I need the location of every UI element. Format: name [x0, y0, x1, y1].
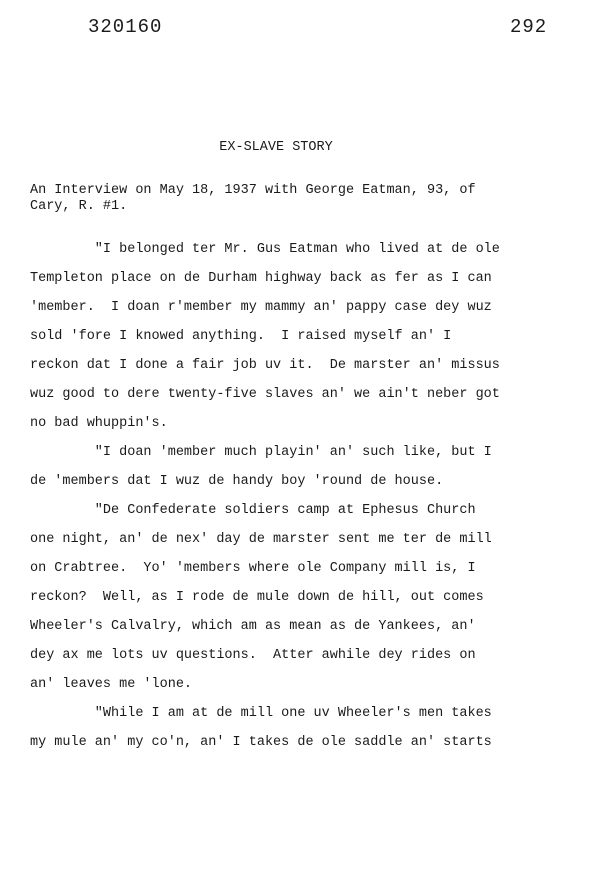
- text-line: 'member. I doan r'member my mammy an' pappy case dey wuz: [30, 300, 492, 315]
- text-line: Templeton place on de Durham highway back as fer as I can: [30, 271, 492, 286]
- text-line: An Interview on May 18, 1937 with George Eatman, 93, of: [30, 183, 476, 198]
- text-line: reckon dat I done a fair job uv it. De marster an' missus: [30, 358, 500, 373]
- text-line: dey ax me lots uv questions. Atter awhile dey rides on: [30, 648, 476, 663]
- document-title: EX-SLAVE STORY: [219, 140, 333, 155]
- document-number: 320160: [88, 16, 163, 38]
- text-line: no bad whuppin's.: [30, 416, 168, 431]
- text-line: de 'members dat I wuz de handy boy 'round de house.: [30, 474, 444, 489]
- page-number: 292: [510, 16, 548, 38]
- text-line: on Crabtree. Yo' 'members where ole Company mill is, I: [30, 561, 476, 576]
- text-line: "De Confederate soldiers camp at Ephesus Church: [30, 503, 476, 518]
- text-line: "I belonged ter Mr. Gus Eatman who lived at de ole: [30, 242, 500, 257]
- text-line: "While I am at de mill one uv Wheeler's men takes: [30, 706, 492, 721]
- text-line: wuz good to dere twenty-five slaves an' we ain't neber got: [30, 387, 500, 402]
- text-line: an' leaves me 'lone.: [30, 677, 193, 692]
- text-line: "I doan 'member much playin' an' such like, but I: [30, 445, 492, 460]
- text-line: my mule an' my co'n, an' I takes de ole saddle an' starts: [30, 735, 492, 750]
- text-line: reckon? Well, as I rode de mule down de hill, out comes: [30, 590, 484, 605]
- text-line: one night, an' de nex' day de marster sent me ter de mill: [30, 532, 492, 547]
- text-line: Wheeler's Calvalry, which am as mean as de Yankees, an': [30, 619, 476, 634]
- text-line: sold 'fore I knowed anything. I raised myself an' I: [30, 329, 452, 344]
- text-line: Cary, R. #1.: [30, 199, 128, 214]
